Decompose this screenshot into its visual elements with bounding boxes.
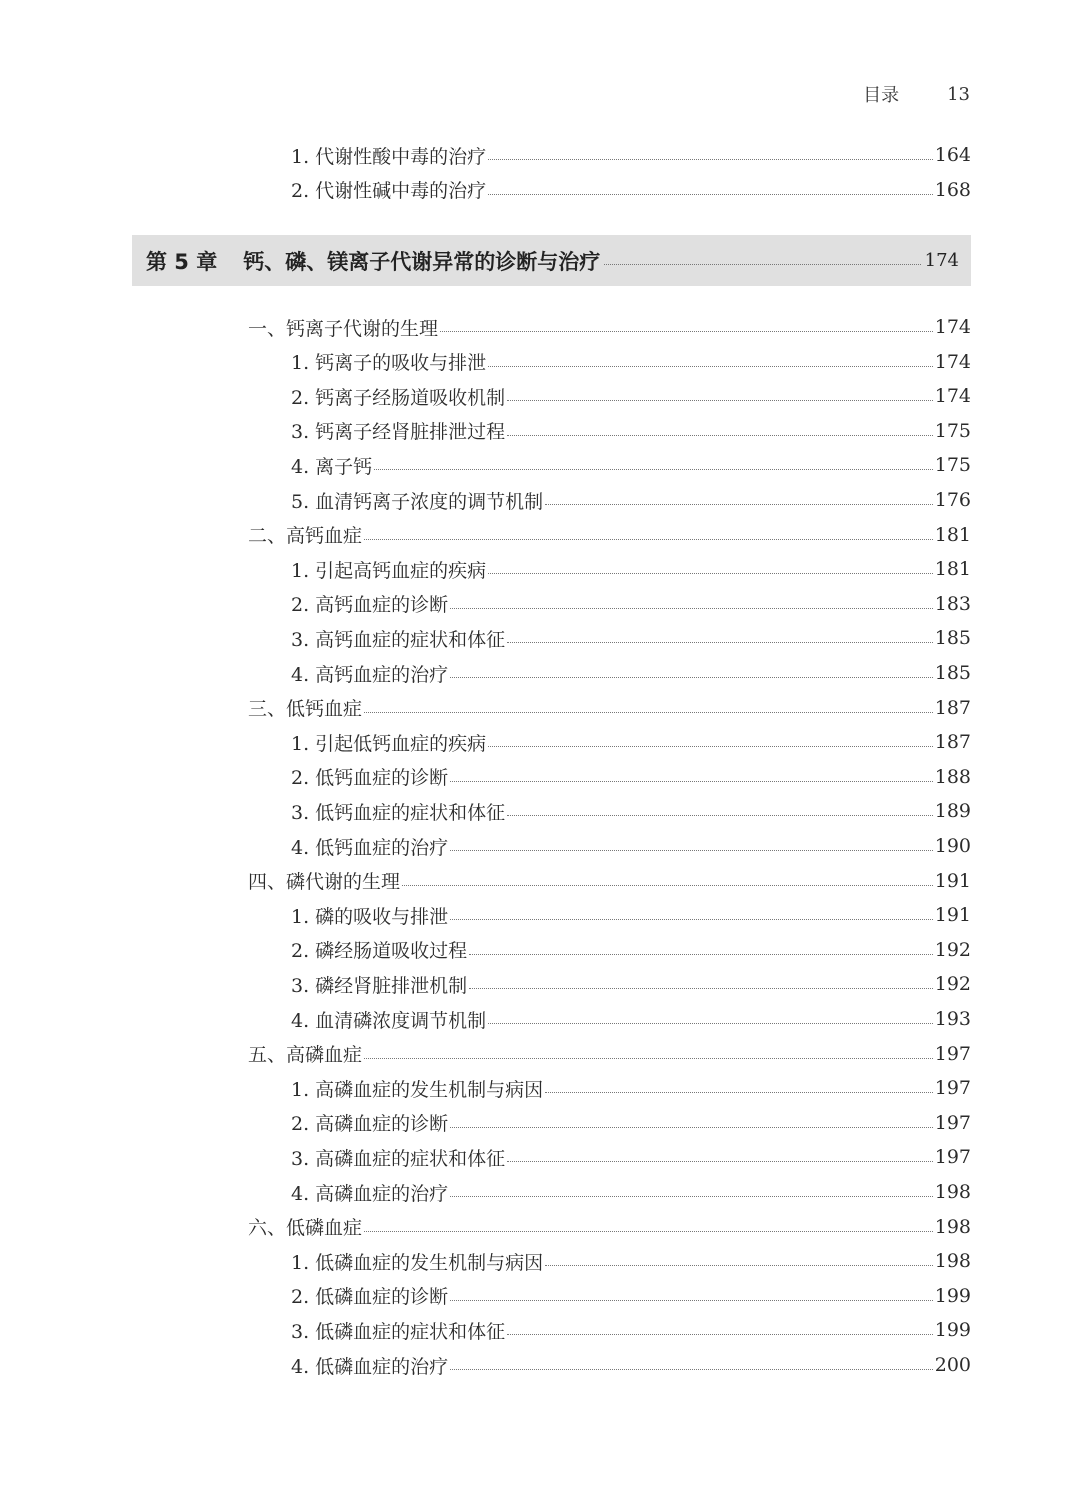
toc-entry-label: 3. 磷经肾脏排泄机制 [291,974,468,997]
toc-entry[interactable] [0,138,971,172]
dot-leader [507,814,933,816]
toc-entry[interactable] [0,310,971,344]
toc-entry[interactable] [0,1140,971,1174]
toc-entry-label: 三、低钙血症 [248,698,363,721]
toc-entry-label: 二、高钙血症 [248,525,363,548]
toc-entry-page: 193 [934,1008,971,1030]
toc-entry[interactable] [0,1037,971,1071]
chapter-page: 174 [924,250,959,271]
toc-entry-page: 198 [934,1215,971,1238]
toc-entry[interactable] [0,864,971,898]
running-head-title: 目录 [863,85,900,106]
chapter-number: 第 5 章 [146,249,218,274]
dot-leader [364,711,933,713]
dot-leader [364,538,933,540]
toc-entry-label: 2. 低钙血症的诊断 [291,767,449,790]
dot-leader [450,1299,933,1301]
toc-entry-page: 175 [934,454,971,477]
toc-entry-page: 174 [934,316,971,338]
toc-entry-label: 4. 离子钙 [291,455,373,478]
dot-leader [450,1195,933,1197]
toc-entry-page: 188 [934,765,971,788]
toc-entry[interactable] [0,483,971,517]
toc-entry-label: 3. 低磷血症的症状和体征 [291,1320,506,1343]
toc-entry-label: 1. 高磷血症的发生机制与病因 [291,1078,544,1101]
toc-entry-label: 四、磷代谢的生理 [248,871,401,894]
toc-entry[interactable] [0,691,971,725]
dot-leader [604,264,920,265]
toc-entry[interactable] [0,794,971,828]
toc-entry-page: 181 [934,523,971,546]
toc-entry[interactable] [0,1210,971,1244]
page-number: 13 [947,83,970,105]
toc-entry-page: 192 [934,973,971,996]
toc-entry-label: 5. 血清钙离子浓度的调节机制 [291,490,544,513]
toc-entry[interactable] [0,1071,971,1105]
toc-entry[interactable] [0,552,971,586]
dot-leader [450,1368,933,1370]
dot-leader [364,1230,933,1232]
toc-entry[interactable] [0,967,971,1001]
toc-entry[interactable] [0,898,971,932]
dot-leader [545,1091,933,1093]
toc-entry-label: 4. 高磷血症的治疗 [291,1182,449,1205]
dot-leader [507,434,933,436]
toc-entry[interactable] [0,379,971,413]
toc-entry[interactable] [0,725,971,759]
dot-leader [545,503,933,505]
toc-entry-page: 199 [934,1284,971,1307]
toc-entry-page: 168 [934,178,971,201]
toc-entry-page: 197 [934,1146,971,1169]
dot-leader [488,1022,933,1024]
toc-entry-label: 1. 磷的吸收与排泄 [291,905,449,928]
toc-entry[interactable] [0,448,971,482]
toc-entry-label: 2. 磷经肠道吸收过程 [291,940,468,963]
toc-entry-page: 174 [934,385,971,408]
toc-entry-page: 198 [934,1250,971,1273]
dot-leader [440,330,933,332]
toc-entry-label: 4. 高钙血症的治疗 [291,663,449,686]
dot-leader [450,607,933,609]
toc-entry-label: 一、钙离子代谢的生理 [248,317,439,340]
toc-entry-label: 2. 高钙血症的诊断 [291,594,449,617]
toc-entry[interactable] [0,1348,971,1382]
toc-entry-page: 185 [934,662,971,684]
toc-entry-page: 187 [934,696,971,719]
toc-entry-page: 192 [934,938,971,961]
dot-leader [374,468,933,470]
toc-entry-page: 197 [934,1042,971,1065]
toc-entry-label: 4. 低钙血症的治疗 [291,836,449,859]
toc-entry-label: 1. 引起高钙血症的疾病 [291,559,487,582]
toc-entry-page: 181 [934,558,971,581]
toc-entry-label: 3. 低钙血症的症状和体征 [291,801,506,824]
toc-entry[interactable] [0,1002,971,1036]
toc-entry-page: 185 [934,627,971,650]
toc-entry-label: 五、高磷血症 [248,1044,363,1067]
dot-leader [450,1126,933,1128]
toc-entry[interactable] [0,621,971,655]
toc-entry-page: 198 [934,1181,971,1203]
dot-leader [507,1160,933,1162]
toc-entry-label: 2. 高磷血症的诊断 [291,1113,449,1136]
toc-entry-label: 1. 低磷血症的发生机制与病因 [291,1251,544,1274]
dot-leader [507,399,933,401]
toc-entry-label: 4. 血清磷浓度调节机制 [291,1009,487,1032]
toc-entry[interactable] [0,760,971,794]
toc-entry-label: 2. 代谢性碱中毒的治疗 [291,180,487,203]
dot-leader [450,780,933,782]
toc-entry[interactable] [0,1279,971,1313]
toc-entry-page: 200 [934,1354,971,1376]
toc-entry-label: 1. 引起低钙血症的疾病 [291,732,487,755]
toc-entry-page: 174 [934,350,971,373]
dot-leader [450,676,933,678]
toc-entry-page: 199 [934,1319,971,1342]
toc-entry-label: 六、低磷血症 [248,1217,363,1240]
toc-entry-page: 191 [934,869,971,892]
toc-entry-page: 191 [934,904,971,927]
toc-entry-label: 2. 钙离子经肠道吸收机制 [291,386,506,409]
toc-entry-page: 183 [934,592,971,615]
toc-entry[interactable] [0,414,971,448]
toc-entry-label: 1. 钙离子的吸收与排泄 [291,352,487,375]
toc-entry[interactable] [0,587,971,621]
dot-leader [488,365,933,367]
toc-entry-label: 2. 低磷血症的诊断 [291,1286,449,1309]
toc-entry[interactable] [0,518,971,552]
toc-entry-label: 3. 高磷血症的症状和体征 [291,1147,506,1170]
dot-leader [364,1057,933,1059]
dot-leader [488,158,933,160]
toc-entry[interactable] [0,1313,971,1347]
toc-entry[interactable] [0,829,971,863]
toc-entry-label: 3. 钙离子经肾脏排泄过程 [291,421,506,444]
dot-leader [450,918,933,920]
dot-leader [488,745,933,747]
dot-leader [507,1333,933,1335]
dot-leader [507,641,933,643]
toc-entry-label: 1. 代谢性酸中毒的治疗 [291,145,487,168]
toc-entry-page: 189 [934,800,971,823]
toc-entry-label: 4. 低磷血症的治疗 [291,1355,449,1378]
toc-entry-page: 164 [934,144,971,166]
dot-leader [488,193,933,195]
dot-leader [545,1264,933,1266]
dot-leader [469,987,933,989]
toc-entry-page: 197 [934,1077,971,1100]
toc-entry-page: 190 [934,835,971,857]
dot-leader [402,884,933,886]
toc-entry[interactable] [0,656,971,690]
chapter-title: 钙、磷、镁离子代谢异常的诊断与治疗 [243,249,601,274]
toc-entry-page: 176 [934,489,971,511]
dot-leader [469,953,933,955]
toc-entry[interactable] [0,1244,971,1278]
running-head [0,80,970,108]
toc-entry[interactable] [0,1106,971,1140]
toc-entry[interactable] [0,933,971,967]
chapter-heading[interactable] [132,235,971,286]
dot-leader [450,849,933,851]
toc-entry-label: 3. 高钙血症的症状和体征 [291,628,506,651]
dot-leader [488,572,933,574]
toc-entry[interactable] [0,173,971,207]
toc-entry-page: 187 [934,731,971,754]
toc-entry[interactable] [0,345,971,379]
toc-entry-page: 175 [934,419,971,442]
toc-entry[interactable] [0,1175,971,1209]
toc-entry-page: 197 [934,1111,971,1134]
